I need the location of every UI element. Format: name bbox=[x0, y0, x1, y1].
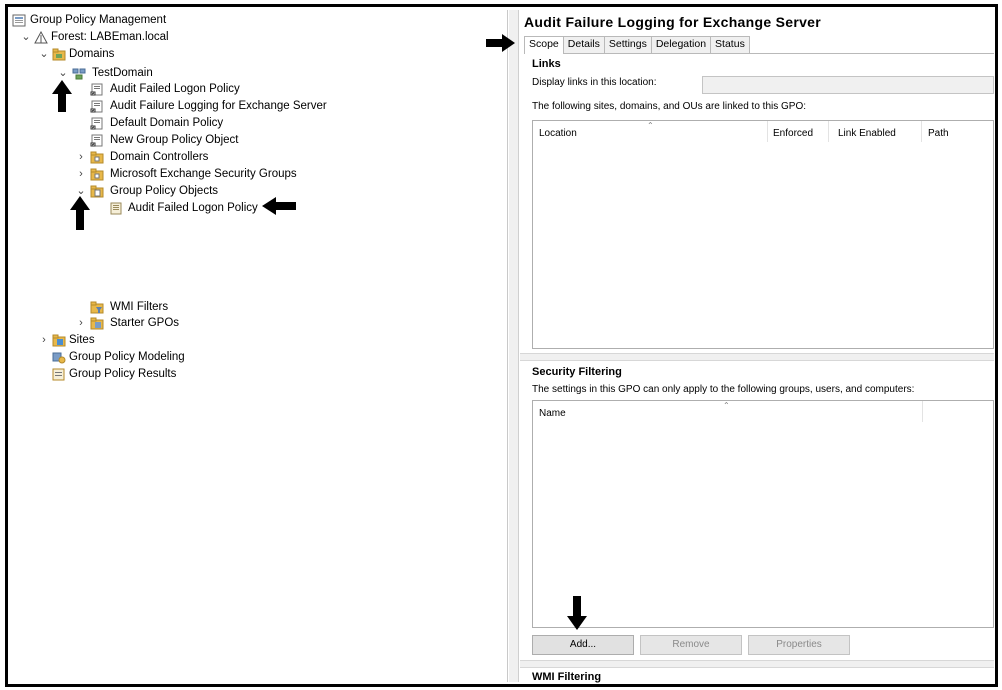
tree-label-wmi: WMI Filters bbox=[110, 301, 169, 313]
col-separator bbox=[828, 121, 829, 142]
col-path[interactable]: Path bbox=[928, 128, 949, 139]
gpm-console-icon bbox=[12, 14, 26, 27]
properties-button[interactable]: Properties bbox=[748, 635, 850, 655]
tree-label-root: Group Policy Management bbox=[30, 14, 167, 26]
tree-label-gpo-folder: Group Policy Objects bbox=[110, 185, 219, 197]
security-filtering-heading: Security Filtering bbox=[532, 366, 622, 378]
col-location[interactable]: Location bbox=[539, 128, 577, 139]
chevron-right-icon[interactable]: › bbox=[42, 334, 46, 346]
wmi-filtering-heading: WMI Filtering bbox=[532, 671, 602, 683]
starter-gpo-icon bbox=[90, 317, 104, 330]
chevron-down-icon[interactable]: ⌄ bbox=[39, 48, 49, 60]
tree-label-domains: Domains bbox=[69, 48, 115, 60]
col-enforced[interactable]: Enforced bbox=[773, 128, 814, 139]
gpo-link-icon bbox=[90, 83, 104, 96]
ou-folder-icon bbox=[90, 168, 104, 181]
domains-folder-icon bbox=[52, 48, 66, 61]
gpo-link-icon bbox=[90, 117, 104, 130]
section-divider[interactable] bbox=[520, 660, 994, 668]
chevron-right-icon[interactable]: › bbox=[79, 168, 83, 180]
col-separator bbox=[922, 401, 923, 422]
section-divider[interactable] bbox=[520, 353, 994, 361]
links-description: The following sites, domains, and OUs are linked to this GPO: bbox=[532, 101, 807, 112]
arrow-up-icon bbox=[52, 80, 72, 112]
tree-label-starter: Starter GPOs bbox=[110, 317, 180, 329]
tree-label-ou-1: Domain Controllers bbox=[110, 151, 209, 163]
col-separator bbox=[921, 121, 922, 142]
arrow-down-icon bbox=[567, 596, 587, 630]
sites-icon bbox=[52, 334, 66, 347]
display-links-dropdown[interactable] bbox=[702, 76, 994, 94]
col-name[interactable]: Name bbox=[539, 408, 566, 419]
gpo-title: Audit Failure Logging for Exchange Server bbox=[524, 14, 822, 30]
links-table[interactable] bbox=[532, 120, 994, 349]
chevron-right-icon[interactable]: › bbox=[79, 317, 83, 329]
tab-status[interactable]: Status bbox=[710, 36, 750, 53]
arrow-right-icon bbox=[486, 34, 516, 52]
domain-icon bbox=[72, 67, 86, 80]
security-filtering-description: The settings in this GPO can only apply to the following groups, users, and computers: bbox=[532, 384, 915, 395]
tree-label-testdomain: TestDomain bbox=[92, 67, 153, 79]
tree-label-sites: Sites bbox=[69, 334, 95, 346]
results-icon bbox=[52, 368, 66, 381]
chevron-right-icon[interactable]: › bbox=[79, 151, 83, 163]
tab-delegation[interactable]: Delegation bbox=[651, 36, 711, 53]
display-links-label: Display links in this location: bbox=[532, 77, 657, 88]
chevron-down-icon[interactable]: ⌄ bbox=[21, 31, 31, 43]
gpo-link-icon bbox=[90, 134, 104, 147]
add-button[interactable]: Add... bbox=[532, 635, 634, 655]
tree-label-forest: Forest: LABEman.local bbox=[51, 31, 169, 43]
tree-label-link-3: Default Domain Policy bbox=[110, 117, 224, 129]
tree-label-gpo-1: Audit Failed Logon Policy bbox=[128, 202, 258, 214]
col-separator bbox=[767, 121, 768, 142]
tree-label-link-2: Audit Failure Logging for Exchange Server bbox=[110, 100, 327, 112]
tree-label-ou-2: Microsoft Exchange Security Groups bbox=[110, 168, 297, 180]
tab-scope[interactable]: Scope bbox=[524, 36, 564, 54]
gpo-scroll-icon bbox=[109, 202, 123, 215]
sort-ascending-icon: ⌃ bbox=[723, 401, 730, 410]
tree-label-modeling: Group Policy Modeling bbox=[69, 351, 185, 363]
detail-pane bbox=[520, 10, 994, 682]
arrow-up-icon bbox=[70, 196, 90, 230]
wmi-filter-icon bbox=[90, 301, 104, 314]
sort-ascending-icon: ⌃ bbox=[647, 121, 654, 130]
ou-folder-icon bbox=[90, 151, 104, 164]
remove-button[interactable]: Remove bbox=[640, 635, 742, 655]
tree-label-link-1: Audit Failed Logon Policy bbox=[110, 83, 240, 95]
console-tree[interactable] bbox=[10, 10, 508, 682]
chevron-down-icon[interactable]: ⌄ bbox=[58, 67, 68, 79]
col-link-enabled[interactable]: Link Enabled bbox=[838, 128, 896, 139]
modeling-icon bbox=[52, 351, 66, 364]
pane-splitter[interactable] bbox=[509, 10, 519, 682]
tree-label-link-4: New Group Policy Object bbox=[110, 134, 239, 146]
gpo-link-icon bbox=[90, 100, 104, 113]
chevron-down-icon[interactable]: ⌄ bbox=[76, 185, 86, 197]
tab-details[interactable]: Details bbox=[563, 36, 605, 53]
tab-underline bbox=[524, 53, 994, 54]
links-heading: Links bbox=[532, 58, 561, 70]
forest-icon bbox=[34, 31, 48, 44]
gpo-folder-icon bbox=[90, 185, 104, 198]
tab-settings[interactable]: Settings bbox=[604, 36, 652, 53]
tree-label-results: Group Policy Results bbox=[69, 368, 177, 380]
arrow-left-icon bbox=[262, 197, 296, 215]
tab-bar bbox=[524, 36, 749, 54]
security-filtering-table[interactable] bbox=[532, 400, 994, 628]
